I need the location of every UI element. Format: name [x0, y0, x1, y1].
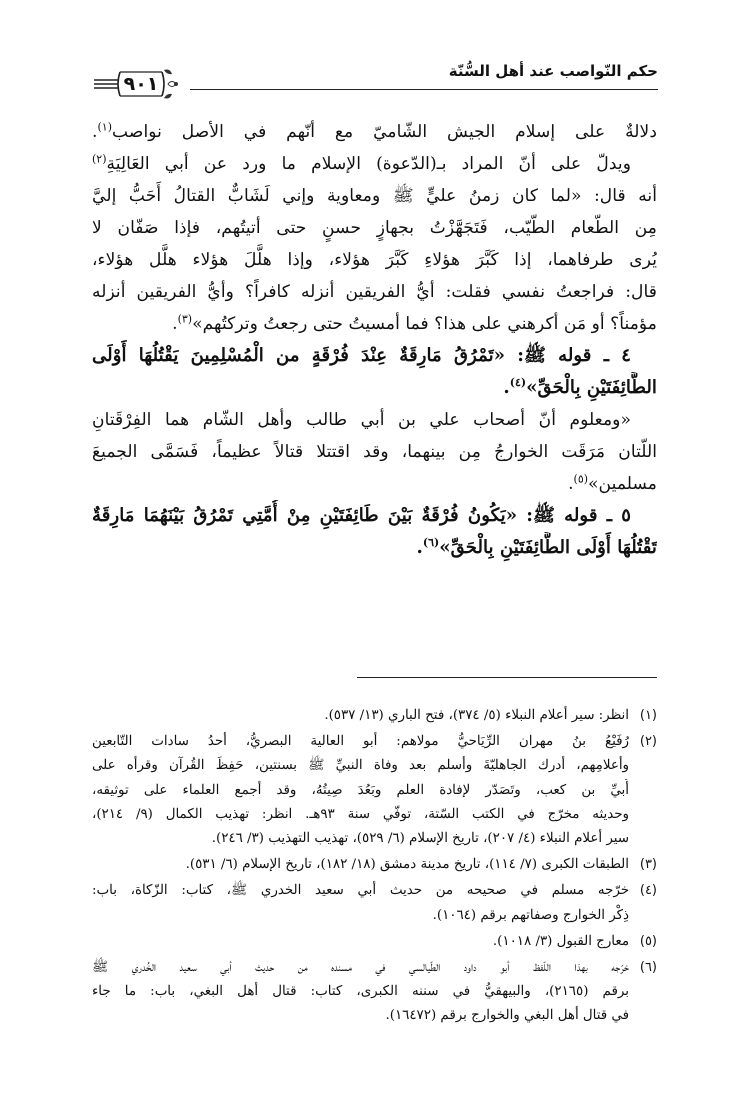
hadith-line: ٤ ـ قوله ﷺ: «تَمْرُقُ مَارِقَةٌ عِنْدَ فُرْقَةٍ من الْمُسْلِمِينَ يَقْتُلُهَا أَوْلَى: [92, 345, 631, 366]
footnote-number: (٢): [639, 734, 657, 750]
footnote-2: [92, 730, 657, 851]
page-number: ٩٠١: [123, 73, 159, 95]
footnote-marker: (١): [97, 120, 112, 134]
footnote-marker: (٣): [177, 312, 193, 326]
footnote-line: الطبقات الكبرى (٧/ ١١٤)، تاريخ مدينة دمشق (١٨/ ١٨٢)، تاريخ الإسلام (٦/ ٥٣١).: [185, 857, 629, 873]
footnote-line: ذِكْر الخوارج وصفاتهم برقم (١٠٦٤).: [432, 907, 629, 923]
main-text: [92, 116, 657, 564]
text-line: يُرى طرفاهما، إذا كَبَّرَ هؤلاءِ كَبَّرَ هؤلاء، وإذا هلَّلَ هؤلاء هلَّل هؤلاء،: [92, 250, 657, 270]
text-line: أنه قال: «لما كان زمنُ عليٍّ ﷺ ومعاوية وإني لَشَابٌّ القتالُ أَحَبُّ إليَّ: [92, 186, 657, 206]
text-line: مسلمين»$^{(٥)}$.: [568, 472, 657, 494]
footnote-number: (٥): [639, 933, 657, 949]
text-line: اللّتان مَرَقَت الخوارجُ مِن بينهما، وقد اقتتلا قتالاً عظيماً، فَسَمَّى الجميعَ: [92, 442, 657, 462]
footnote-4: [92, 879, 657, 927]
footnote-3: [92, 853, 657, 877]
hadith-line: الطَّائِفَتَيْنِ بِالْحَقِّ»$^{(٤)}$.: [503, 375, 657, 398]
footnote-line: في قتال أهل البغي والخوارج برقم (١٦٤٧٢).: [385, 1008, 629, 1024]
footnote-line: معارج القبول (٣/ ١٠١٨).: [492, 933, 629, 949]
footnote-separator: [357, 677, 657, 678]
hadith-line: تَقْتُلُهَا أَوْلَى الطَّائِفَتَيْنِ بِالْحَقِّ»$^{(٦)}$.: [416, 535, 657, 558]
text-line: «ومعلوم أنّ أصحاب علي بن أبي طالب وأهل الشّام هما الفِرْقَتانِ: [92, 410, 631, 430]
footnotes: [92, 704, 657, 1029]
text-line: مِن الطّعام الطّيّب، فَتَجَهَّزْتُ بجهازٍ حسنٍ حتى أتيتُهم، فإذا صَفّان لا: [92, 218, 657, 238]
footnote-1: [92, 704, 657, 728]
footnote-line: وأعلامِهم، أدرك الجاهليّةَ وأسلم بعد وفاة النبيِّ ﷺ بسنتين، حَفِظَ القُرآن وقرأه على: [92, 758, 629, 774]
footnote-marker: (٦): [422, 535, 440, 549]
text-line: قال: فراجعتُ نفسي فقلت: أيُّ الفريقين أنزله كافراً؟ وأيُّ الفريقين أنزله: [92, 282, 657, 302]
footnote-line: برقم (٢١٦٥)، والبيهقيُّ في سننه الكبرى، كتاب: قتال أهل البغي، باب: ما جاء: [92, 984, 629, 1000]
footnote-number: (٦): [639, 960, 657, 976]
footnote-6: [92, 956, 657, 1029]
footnote-line: سير أعلام النبلاء (٤/ ٢٠٧)، تاريخ الإسلام (٦/ ٥٢٩)، تهذيب التهذيب (٣/ ٢٤٦).: [211, 831, 629, 847]
footnote-5: [92, 930, 657, 954]
text-line: ويدلّ على أنّ المراد بـ(الدّعوة) الإسلام ما ورد عن أبي العَالِيَةِ$^{(٢)}$: [92, 152, 631, 174]
page-number-ornament: [92, 66, 184, 102]
footnote-marker: (٢): [92, 152, 107, 166]
footnote-number: (١): [639, 708, 657, 723]
running-title: حكم النّواصب عند أهل السُّنّة: [448, 62, 658, 80]
header-rule: [190, 89, 658, 90]
footnote-number: (٣): [639, 857, 657, 873]
text-line: مؤمناً؟ أو مَن أكرهني على هذا؟ فما أمسيتُ حتى رجعتُ وتركتُهم»$^{(٣)}$.: [172, 312, 657, 334]
footnote-marker: (٤): [509, 375, 527, 389]
footnote-line: أُبيِّ بن كعب، وتَصَدّر لإفادة العلم وبَعُدَ صِيتُهُ، وقد أجمع العلماء على توثيقه،: [92, 782, 629, 798]
hadith-line: ٥ ـ قوله ﷺ: «يَكُونُ فُرْقَةٌ بَيْنَ طَائِفَتَيْنِ مِنْ أُمَّتِي تَمْرُقُ بَيْنَهُمَا مَارِقَةٌ: [92, 505, 631, 526]
footnote-number: (٤): [639, 883, 657, 899]
footnote-line: انظر: سير أعلام النبلاء (٥/ ٣٧٤)، فتح الباري (١٣/ ٥٣٧).: [324, 708, 629, 723]
footnote-line: رُفَيْعُ بنُ مهران الرِّيَاحيُّ مولاهم: أبو العالية البصريُّ، أحدُ سادات التّابعين: [92, 734, 629, 750]
text-line: دلالةٌ على إسلام الجيش الشّاميّ مع أنّهم في الأصل نواصب$^{(١)}$.: [92, 120, 657, 142]
footnote-line: خرّجه بهذا اللّفظ أبو داود الطّيالسي في مسنده من حديث أبي سعيد الخُدري ﷺ: [92, 960, 629, 976]
footnote-line: خرّجه مسلم في صحيحه من حديث أبي سعيد الخدري ﷺ، كتاب: الزّكاة، باب:: [92, 883, 629, 899]
footnote-line: وحديثه مخرّج في الكتب السّتة، توفّي سنة ٩٣هـ. انظر: تهذيب الكمال (٩/ ٢١٤)،: [92, 806, 629, 822]
footnote-marker: (٥): [573, 472, 589, 486]
